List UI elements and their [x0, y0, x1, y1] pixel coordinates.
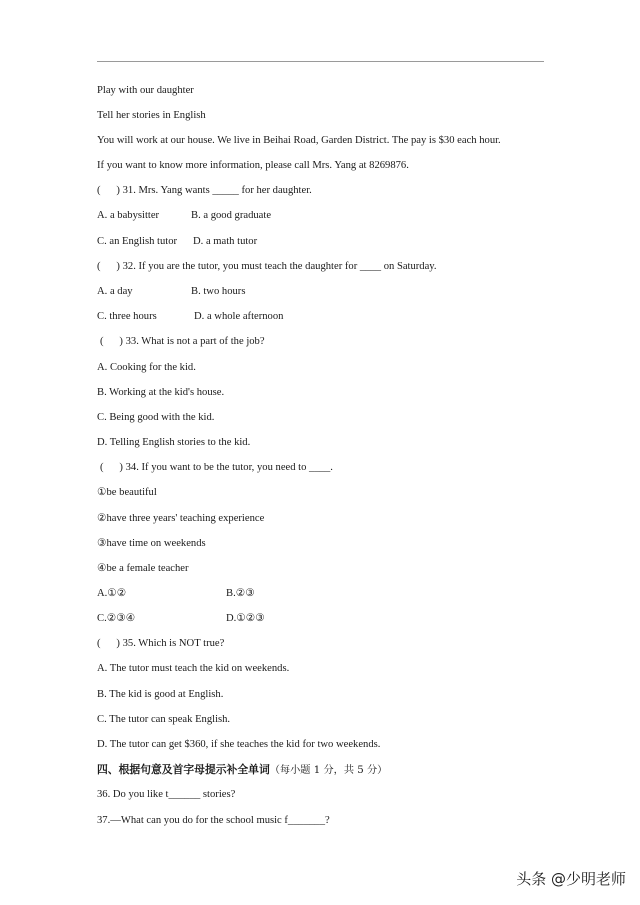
- watermark-text: 头条 @少明老师: [516, 870, 626, 888]
- text-line: Play with our daughter: [97, 85, 194, 96]
- option-32-d: D. a whole afternoon: [194, 311, 284, 322]
- option-33-a: A. Cooking for the kid.: [97, 362, 196, 373]
- option-33-c: C. Being good with the kid.: [97, 412, 215, 423]
- option-31-d: D. a math tutor: [193, 236, 258, 247]
- question-33: ( ) 33. What is not a part of the job?: [100, 336, 265, 347]
- option-32-a: A. a day: [97, 286, 133, 297]
- text-line: Tell her stories in English: [97, 110, 206, 121]
- condition-4: ④be a female teacher: [97, 563, 189, 574]
- question-37: 37.—What can you do for the school music f_______?: [97, 815, 330, 826]
- option-33-d: D. Telling English stories to the kid.: [97, 437, 251, 448]
- option-33-b: B. Working at the kid's house.: [97, 387, 225, 398]
- option-31-b: B. a good graduate: [191, 210, 272, 221]
- option-35-c: C. The tutor can speak English.: [97, 714, 231, 725]
- condition-3: ③have time on weekends: [97, 538, 206, 549]
- option-34-a: A.①②: [97, 588, 127, 599]
- option-32-c: C. three hours: [97, 311, 157, 322]
- option-34-d: D.①②③: [226, 613, 265, 624]
- section-title: 四、根据句意及首字母提示补全单词: [97, 763, 270, 776]
- question-36: 36. Do you like t______ stories?: [97, 789, 236, 800]
- option-31-c: C. an English tutor: [97, 236, 178, 247]
- header-rule: [97, 61, 544, 62]
- option-31-a: A. a babysitter: [97, 210, 160, 221]
- option-34-b: B.②③: [226, 588, 255, 599]
- text-line: You will work at our house. We live in Beihai Road, Garden District. The pay is $30 each hour.: [97, 135, 501, 146]
- text-line: If you want to know more information, please call Mrs. Yang at 8269876.: [97, 160, 409, 171]
- question-35: ( ) 35. Which is NOT true?: [97, 638, 225, 649]
- section-note: （每小题 1 分，共 5 分）: [269, 765, 388, 776]
- condition-1: ①be beautiful: [97, 487, 157, 498]
- option-35-d: D. The tutor can get $360, if she teaches the kid for two weekends.: [97, 739, 381, 750]
- question-31: ( ) 31. Mrs. Yang wants _____ for her daughter.: [97, 185, 312, 196]
- section-heading: [97, 763, 387, 778]
- question-34: ( ) 34. If you want to be the tutor, you need to ____.: [100, 462, 333, 473]
- option-35-a: A. The tutor must teach the kid on weekends.: [97, 663, 290, 674]
- option-32-b: B. two hours: [191, 286, 246, 297]
- condition-2: ②have three years' teaching experience: [97, 513, 265, 524]
- option-34-c: C.②③④: [97, 613, 136, 624]
- question-32: ( ) 32. If you are the tutor, you must teach the daughter for ____ on Saturday.: [97, 261, 437, 272]
- option-35-b: B. The kid is good at English.: [97, 689, 224, 700]
